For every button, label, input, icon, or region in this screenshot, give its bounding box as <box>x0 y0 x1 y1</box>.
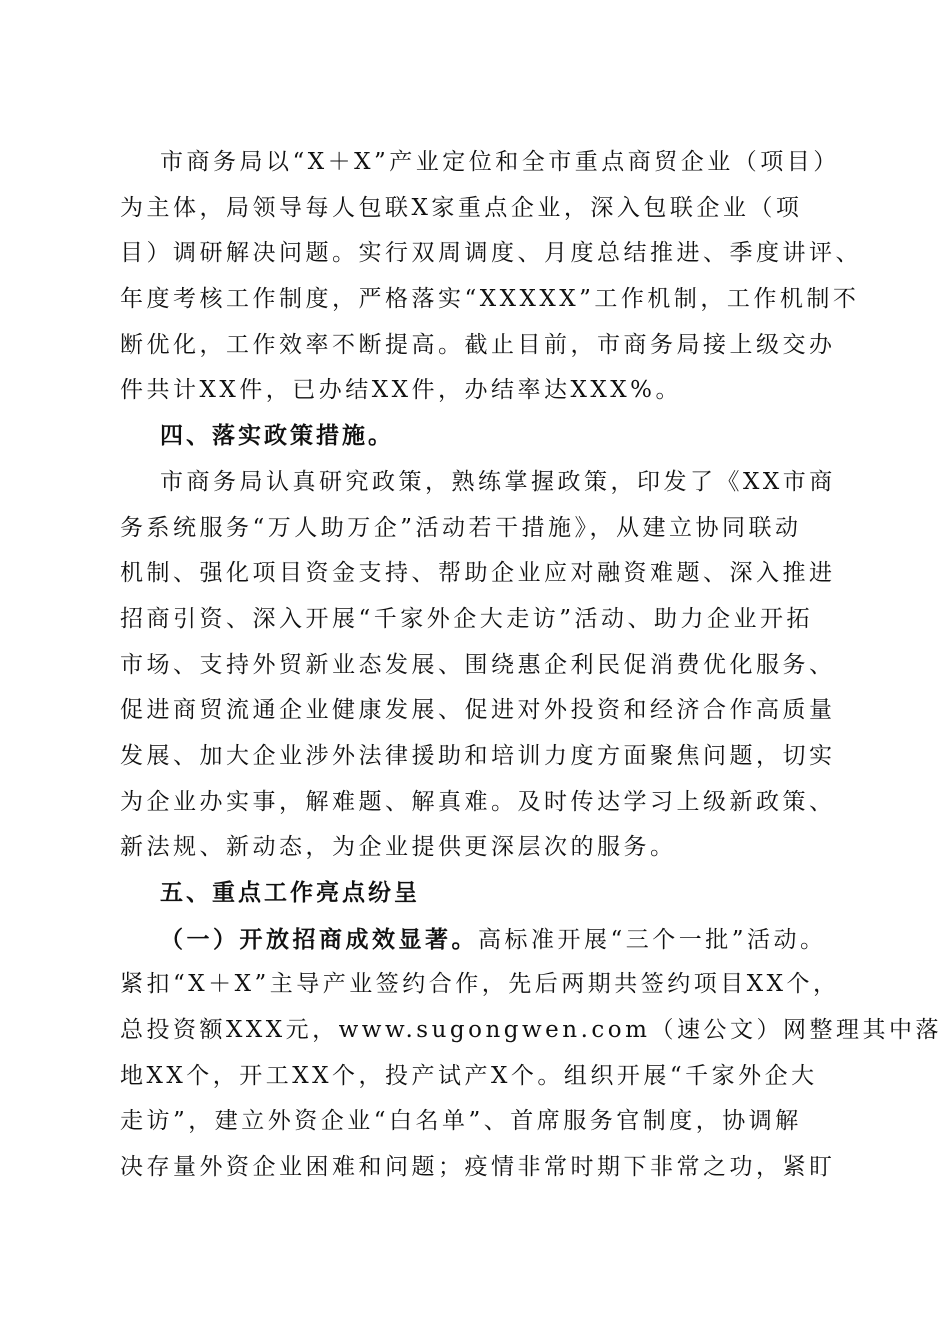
paragraph-line: 为主体，局领导每人包联X家重点企业，深入包联企业（项 <box>120 194 803 221</box>
paragraph-line: 总投资额XXX元，www.sugongwen.com（速公文）网整理其中落 <box>120 1017 942 1044</box>
paragraph-line: 地XX个，开工XX个，投产试产X个。组织开展“千家外企大 <box>120 1062 818 1089</box>
paragraph-line: 市商务局认真研究政策，熟练掌握政策，印发了《XX市商 <box>160 468 836 495</box>
subsection-heading: （一）开放招商成效显著。 <box>160 925 478 953</box>
paragraph-line: 市商务局以“X＋X”产业定位和全市重点商贸企业（项目） <box>160 149 840 175</box>
paragraph-line: 年度考核工作制度，严格落实“XXXXX”工作机制，工作机制不 <box>120 286 860 313</box>
paragraph-line <box>120 917 840 963</box>
paragraph-line: 走访”，建立外资企业“白名单”、首席服务官制度，协调解 <box>120 1108 802 1135</box>
document-page <box>120 140 942 1191</box>
paragraph-line: 市场、支持外贸新业态发展、围绕惠企利民促消费优化服务、 <box>120 651 836 678</box>
paragraph-line: 发展、加大企业涉外法律援助和培训力度方面聚焦问题，切实 <box>120 742 836 769</box>
paragraph-line: 件共计XX件，已办结XX件，办结率达XXX%。 <box>120 377 682 404</box>
paragraph-line: 新法规、新动态，为企业提供更深层次的服务。 <box>120 834 677 861</box>
section-heading-4: 四、落实政策措施。 <box>160 423 394 450</box>
paragraph-line: 招商引资、深入开展“千家外企大走访”活动、助力企业开拓 <box>120 605 814 632</box>
section-heading-5: 五、重点工作亮点纷呈 <box>160 880 420 906</box>
paragraph-line: 紧扣“X＋X”主导产业签约合作，先后两期共签约项目XX个， <box>120 971 840 998</box>
paragraph-line: 机制、强化项目资金支持、帮助企业应对融资难题、深入推进 <box>120 560 836 587</box>
paragraph-text: 高标准开展“三个一批”活动。 <box>478 926 827 953</box>
paragraph-line: 断优化，工作效率不断提高。截止目前，市商务局接上级交办 <box>120 331 836 358</box>
paragraph-line: 决存量外资企业困难和问题；疫情非常时期下非常之功，紧盯 <box>120 1154 836 1181</box>
paragraph-line: 务系统服务“万人助万企”活动若干措施》，从建立协同联动 <box>120 514 802 541</box>
paragraph-line: 目）调研解决问题。实行双周调度、月度总结推进、季度讲评、 <box>120 240 862 267</box>
paragraph-line: 为企业办实事，解难题、解真难。及时传达学习上级新政策、 <box>120 788 836 815</box>
paragraph-line: 促进商贸流通企业健康发展、促进对外投资和经济合作高质量 <box>120 697 836 724</box>
